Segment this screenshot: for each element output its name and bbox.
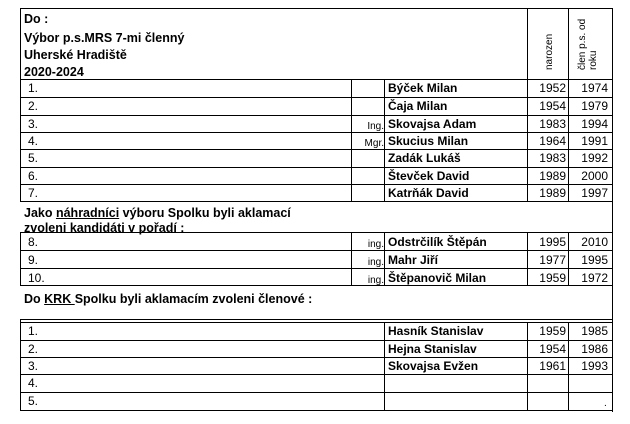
row-born: 1983 — [539, 117, 566, 131]
grid-line — [527, 79, 528, 201]
grid-line — [351, 232, 352, 285]
row-born: 1983 — [539, 151, 566, 165]
row-member-since: 1986 — [581, 342, 608, 356]
row-number: 7. — [28, 186, 39, 200]
row-name: Čaja Milan — [388, 99, 448, 113]
row-title — [354, 360, 384, 377]
row-born: 1952 — [539, 81, 566, 95]
row-born: 1959 — [539, 271, 566, 285]
row-title — [354, 82, 384, 99]
column-header-born: narozen — [544, 33, 555, 70]
grid-line — [20, 149, 613, 150]
krk-intro-part1: Do — [24, 292, 45, 306]
grid-line — [384, 232, 385, 285]
row-member-since: 1974 — [581, 81, 608, 95]
row-number: 6. — [28, 169, 39, 183]
row-number: 2. — [28, 342, 39, 356]
row-member-since: 1995 — [581, 253, 608, 267]
grid-line — [527, 8, 528, 79]
grid-line — [20, 8, 21, 79]
row-name: Štěpanovič Milan — [388, 271, 487, 285]
grid-line — [20, 232, 21, 285]
grid-line — [20, 132, 613, 133]
grid-line — [20, 167, 613, 168]
row-born — [530, 375, 566, 392]
row-number: 2. — [28, 99, 39, 113]
row-title — [354, 152, 384, 169]
row-member-since: 1992 — [581, 151, 608, 165]
substitutes-intro-part1: Jako — [24, 206, 56, 220]
row-member-since: 1985 — [581, 324, 608, 338]
grid-line — [20, 374, 613, 375]
grid-line — [20, 268, 613, 269]
grid-line — [20, 184, 613, 185]
row-number: 10. — [28, 271, 45, 285]
grid-line — [351, 79, 352, 201]
row-name: Skovajsa Evžen — [388, 359, 479, 373]
grid-line — [20, 115, 613, 116]
row-name: Hejna Stanislav — [388, 342, 477, 356]
krk-intro — [24, 292, 312, 306]
row-born: 1989 — [539, 186, 566, 200]
row-name: Katrňák David — [388, 186, 469, 200]
row-born: 1954 — [539, 99, 566, 113]
row-number: 8. — [28, 235, 39, 249]
row-member-since: 1979 — [581, 99, 608, 113]
grid-line — [20, 319, 613, 320]
row-member-since: 1994 — [581, 117, 608, 131]
row-name: Skovajsa Adam — [388, 117, 477, 131]
row-number: 3. — [28, 117, 39, 131]
grid-line — [20, 392, 613, 393]
row-born — [530, 393, 566, 410]
grid-line — [20, 322, 613, 323]
grid-line — [20, 79, 21, 201]
row-born: 1995 — [539, 235, 566, 249]
row-born: 1977 — [539, 253, 566, 267]
row-number: 3. — [28, 359, 39, 373]
grid-line — [568, 232, 569, 285]
row-title — [354, 325, 384, 342]
grid-line — [568, 322, 569, 410]
grid-line — [568, 79, 569, 201]
grid-line — [612, 201, 613, 232]
row-title: Ing. — [367, 121, 384, 132]
grid-line — [527, 322, 528, 410]
grid-line — [20, 79, 613, 80]
row-title — [354, 377, 384, 394]
substitutes-intro-line2: zvoleni kandidáti v pořadí : — [24, 221, 185, 235]
row-title: ing. — [367, 257, 384, 268]
grid-line — [384, 322, 385, 410]
krk-underlined: KRK — [44, 292, 75, 306]
row-name: Skucius Milan — [388, 134, 469, 148]
header-line-1: Do : — [24, 12, 49, 26]
row-member-since: 1993 — [581, 359, 608, 373]
column-header-member-since: člen p.s. od roku — [577, 18, 599, 70]
row-number: 4. — [28, 134, 39, 148]
row-title — [354, 170, 384, 187]
substitutes-intro — [24, 206, 291, 220]
row-name: Býček Milan — [388, 81, 458, 95]
row-name: Hasník Stanislav — [388, 324, 484, 338]
row-number: 5. — [28, 151, 39, 165]
grid-line — [384, 79, 385, 201]
row-member-since — [572, 375, 608, 392]
substitutes-intro-part2: výboru Spolku byli aklamací — [119, 206, 291, 220]
row-member-since: 2010 — [581, 235, 608, 249]
row-born: 1959 — [539, 324, 566, 338]
row-member-since: 2000 — [581, 169, 608, 183]
row-title — [354, 187, 384, 204]
row-member-since: 1997 — [581, 186, 608, 200]
row-number: 5. — [28, 394, 39, 408]
trailing-mark: . — [604, 398, 607, 409]
grid-line — [20, 319, 21, 410]
grid-line — [20, 250, 613, 251]
row-number: 1. — [28, 324, 39, 338]
header-period: 2020-2024 — [24, 65, 84, 79]
row-born: 1989 — [539, 169, 566, 183]
row-member-since: 1972 — [581, 271, 608, 285]
row-title — [354, 100, 384, 117]
row-born: 1964 — [539, 134, 566, 148]
row-number: 9. — [28, 253, 39, 267]
grid-line — [20, 357, 613, 358]
row-title: Mgr. — [364, 138, 384, 149]
krk-intro-part2: Spolku byli aklamacím zvoleni členové : — [74, 292, 313, 306]
grid-line — [20, 410, 613, 411]
row-name: Števček David — [388, 169, 470, 183]
substitutes-underlined: náhradníci — [55, 206, 120, 220]
grid-line — [20, 201, 613, 202]
grid-line — [20, 285, 613, 286]
row-number: 1. — [28, 81, 39, 95]
row-member-since: 1991 — [581, 134, 608, 148]
header-town: Uherské Hradiště — [24, 48, 127, 62]
row-title — [354, 343, 384, 360]
row-member-since — [572, 393, 608, 410]
row-name: Mahr Jiří — [388, 253, 439, 267]
row-born: 1961 — [539, 359, 566, 373]
row-number: 4. — [28, 376, 39, 390]
grid-line — [527, 232, 528, 285]
grid-line — [20, 8, 613, 9]
grid-line — [568, 8, 569, 79]
row-born: 1954 — [539, 342, 566, 356]
row-title — [354, 395, 384, 412]
row-name: Odstrčilík Štěpán — [388, 235, 487, 249]
row-name: Zadák Lukáš — [388, 151, 461, 165]
row-title: ing. — [367, 275, 384, 286]
grid-line — [20, 97, 613, 98]
header-committee: Výbor p.s.MRS 7-mi členný — [24, 31, 185, 45]
row-title: ing. — [367, 239, 384, 250]
grid-line — [20, 340, 613, 341]
